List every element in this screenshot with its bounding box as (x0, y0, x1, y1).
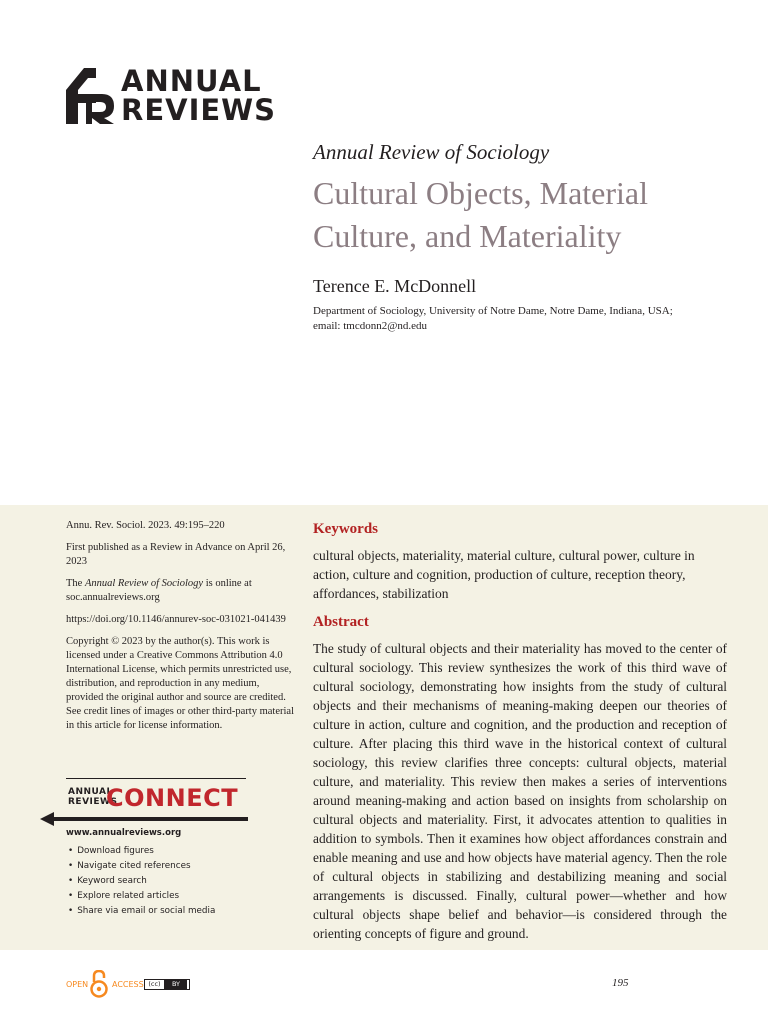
abstract-text: The study of cultural objects and their materiality has moved to the center of cultural sociology. This review synthesizes the work of this third wave of cultural sociology, demonstrating how insights from the study of cultural objects and their mechanisms of meaning-making deepen our theories of culture in action, culture and cognition, and the production and reception of culture. After placing this third wave in the historical context of cultural sociology, this review clarifies three concepts: cultural objects, material culture, and materiality. This review then makes a series of interventions around meaning-making and action based on insights from scholarship on cultural objects and materiality. First, it advocates attention to qualities in addition to symbols. Then it examines how object affordances constrain and enable meaning and use and how objects have material agency. Then the role of cultural objects in stabilizing and destabilizing meaning and social arrangements is discussed. Finally, cultural power—whether and how cultural objects shape belief and behavior—is considered through the orienting concepts of figure and ground. (313, 641, 727, 941)
annual-reviews-connect (40, 778, 288, 928)
connect-item: • Navigate cited references (68, 859, 215, 874)
citation: Annu. Rev. Sociol. 2023. 49:195–220 (66, 520, 225, 531)
online-note (66, 577, 298, 605)
logo-line2: REVIEWS (121, 93, 277, 127)
arrow-left-icon (40, 812, 248, 826)
annual-reviews-logo (66, 64, 277, 127)
connect-item: • Keyword search (68, 874, 215, 889)
online-journal: Annual Review of Sociology (84, 578, 204, 589)
open-access-badge (66, 970, 206, 998)
first-published: First published as a Review in Advance on April 26, 2023 (66, 542, 286, 567)
author-name: Terence E. McDonnell (313, 276, 477, 296)
open-lock-icon (88, 970, 110, 998)
connect-url[interactable]: www.annualreviews.org (66, 828, 182, 838)
connect-item: • Share via email or social media (68, 904, 215, 919)
connect-feature-list (68, 844, 215, 919)
ar-logo-mark-icon (66, 68, 116, 124)
copyright-notice: Copyright © 2023 by the author(s). This work is licensed under a Creative Commons Attribution 4.0 International License, which permits unrestricted use, distribution, and reproduction in any medium, provided the original author and source are credited. See credit lines of images or other third-party material in this article for license information. (66, 636, 295, 731)
keywords-text: cultural objects, materiality, material culture, cultural power, culture in action, culture and cognition, production of culture, reception theory, affordances, stabilization (313, 548, 695, 601)
connect-word: CONNECT (106, 784, 239, 812)
open-label: OPEN (66, 980, 89, 989)
page-number: 195 (612, 977, 629, 989)
connect-top-rule (66, 778, 246, 779)
article-metadata (66, 519, 298, 741)
author-affiliation (313, 304, 733, 334)
access-label: ACCESS (112, 980, 144, 989)
article-title: Cultural Objects, Material Culture, and Materiality (313, 175, 649, 254)
cc-label: (cc) (145, 980, 165, 989)
logo-line1: ANNUAL (121, 64, 262, 98)
doi-link[interactable]: https://doi.org/10.1146/annurev-soc-031021-041439 (66, 614, 286, 625)
by-label: BY (165, 980, 187, 989)
keywords-heading: Keywords (313, 521, 378, 537)
cc-by-license-icon (144, 979, 190, 990)
connect-line2: REVIEWS (68, 797, 118, 807)
online-suffix: is online at soc.annualreviews.org (66, 578, 252, 603)
abstract-heading: Abstract (313, 614, 369, 630)
journal-name: Annual Review of Sociology (313, 140, 550, 164)
connect-line1: ANNUAL (68, 787, 113, 797)
online-prefix: The (66, 578, 85, 589)
connect-item: • Download figures (68, 844, 215, 859)
connect-item: • Explore related articles (68, 889, 215, 904)
affiliation-text: Department of Sociology, University of Notre Dame, Notre Dame, Indiana, USA; (313, 305, 673, 317)
author-email[interactable]: email: tmcdonn2@nd.edu (313, 320, 427, 332)
